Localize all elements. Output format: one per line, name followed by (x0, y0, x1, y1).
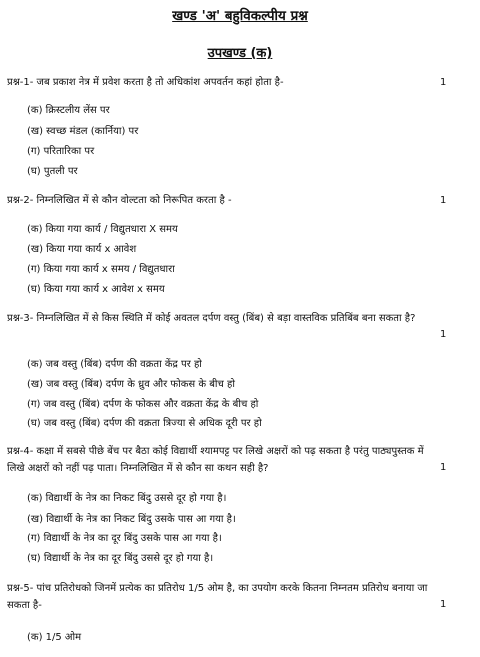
question-4-option-a: (क) विद्यार्थी के नेत्र का निकट बिंदु उससे दूर हो गया है। (27, 493, 227, 504)
question-2-text: प्रश्न-2- निम्नलिखित में से कौन वोल्टता को निरूपित करता है - (7, 195, 232, 206)
question-1-text: प्रश्न-1- जब प्रकाश नेत्र में प्रवेश करता है तो अधिकांश अपवर्तन कहां होता है- (7, 77, 284, 88)
question-2-option-b: (ख) किया गया कार्य x आवेश (27, 244, 137, 255)
question-1-option-b: (ख) स्वच्छ मंडल (कार्निया) पर (27, 126, 139, 137)
question-5-option-a: (क) 1/5 ओम (27, 632, 82, 643)
question-3-option-a: (क) जब वस्तु (बिंब) दर्पण की वक्रता केंद्र पर हो (27, 359, 202, 370)
question-4-option-d: (घ) विद्यार्थी के नेत्र का दूर बिंदु उससे दूर हो गया है। (27, 553, 214, 564)
question-4-option-c: (ग) विद्यार्थी के नेत्र का दूर बिंदु उसके पास आ गया है। (27, 533, 222, 544)
section-title: खण्ड 'अ' बहुविकल्पीय प्रश्न (172, 8, 308, 24)
question-3-option-c: (ग) जब वस्तु (बिंब) दर्पण के फोकस और वक्रता केंद्र के बीच हो (27, 399, 259, 410)
question-1-marks: 1 (440, 77, 447, 88)
question-1-option-d: (घ) पुतली पर (27, 166, 78, 177)
question-3-text: प्रश्न-3- निम्नलिखित में से किस स्थिति में कोई अवतल दर्पण वस्तु (बिंब) से बड़ा वास्तविक प्रतिबिंब बना सकता है? (7, 313, 416, 324)
question-4-text: प्रश्न-4- कक्षा में सबसे पीछे बेंच पर बैठा कोई विद्यार्थी श्यामपट्ट पर लिखे अक्षरों को पढ़ सकता है परंतु पाठ्यपुस्तक में लिखे अक्षरों को नहीं पढ़ पाता। निम्नलिखित में से कौन सा कथन सही है? (7, 446, 424, 474)
question-4-marks: 1 (440, 462, 447, 473)
question-3-option-b: (ख) जब वस्तु (बिंब) दर्पण के ध्रुव और फोकस के बीच हो (27, 379, 235, 390)
question-2-option-d: (घ) किया गया कार्य x आवेश x समय (27, 284, 165, 295)
question-3-option-d: (घ) जब वस्तु (बिंब) दर्पण की वक्रता त्रिज्या से अधिक दूरी पर हो (27, 418, 262, 429)
question-2-marks: 1 (440, 195, 447, 206)
question-5-marks: 1 (440, 599, 447, 610)
question-1-option-a: (क) क्रिस्टलीय लेंस पर (27, 105, 110, 116)
question-1-option-c: (ग) परितारिका पर (27, 146, 95, 157)
question-2-option-a: (क) किया गया कार्य / विद्युतधारा X समय (27, 224, 178, 235)
question-4-option-b: (ख) विद्यार्थी के नेत्र का निकट बिंदु उसके पास आ गया है। (27, 514, 236, 525)
subsection-title: उपखण्ड (क) (207, 46, 273, 61)
question-3-marks: 1 (440, 329, 447, 340)
question-5-text: प्रश्न-5- पांच प्रतिरोधको जिनमें प्रत्येक का प्रतिरोध 1/5 ओम है, का उपयोग करके कितना निम्नतम प्रतिरोध बनाया जा सकता है- (7, 583, 428, 611)
question-2-option-c: (ग) किया गया कार्य x समय / विद्युतधारा (27, 264, 175, 275)
